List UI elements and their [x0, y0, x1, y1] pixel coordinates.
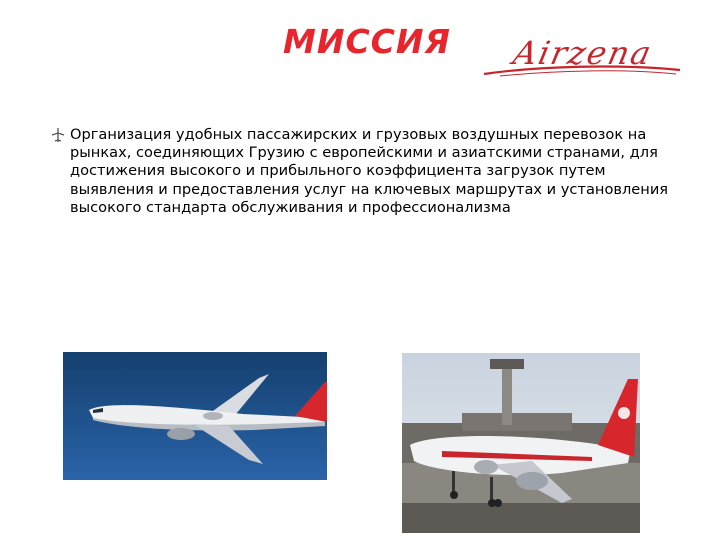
airzena-logo — [480, 36, 685, 80]
airplane-sky-photo — [63, 352, 327, 480]
mission-text: Организация удобных пассажирских и грузовых воздушных перевозок на рынках, соединяющих Грузию с европейскими и азиатскими странами, для достижения высокого и прибыльного коэффициента загрузок путем выявления и предоставления услуг на ключевых маршрутах и установления высокого стандарта обслуживания и профессионализма — [70, 126, 669, 216]
airplane-takeoff-photo — [402, 353, 640, 533]
logo-text: Airzena — [509, 34, 657, 72]
page-title: МИССИЯ — [283, 22, 451, 61]
airplane-icon — [50, 126, 66, 144]
